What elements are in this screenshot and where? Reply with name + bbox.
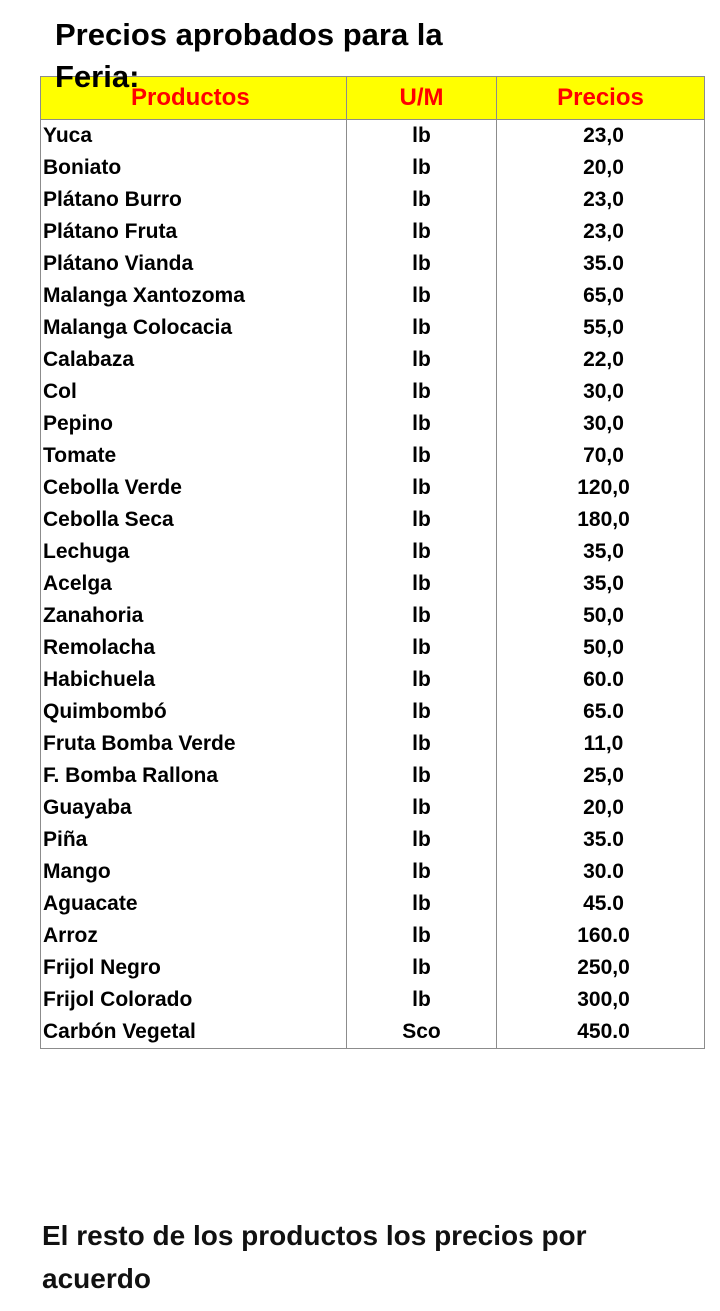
unit-cell: lb [347, 344, 497, 376]
product-name-cell: Yuca [41, 120, 347, 153]
price-cell: 30,0 [497, 408, 705, 440]
table-row [41, 312, 705, 344]
product-name-cell: Guayaba [41, 792, 347, 824]
price-cell: 65,0 [497, 280, 705, 312]
product-name-cell: Cebolla Seca [41, 504, 347, 536]
table-row [41, 952, 705, 984]
table-row [41, 1016, 705, 1049]
unit-cell: lb [347, 280, 497, 312]
footer-note: El resto de los productos los precios por acuerdo [42, 1220, 587, 1294]
unit-cell: lb [347, 728, 497, 760]
price-cell: 25,0 [497, 760, 705, 792]
price-cell: 250,0 [497, 952, 705, 984]
table-row [41, 440, 705, 472]
unit-cell: lb [347, 440, 497, 472]
product-name-cell: Col [41, 376, 347, 408]
product-name-cell: Fruta Bomba Verde [41, 728, 347, 760]
price-cell: 30,0 [497, 376, 705, 408]
product-name-cell: Malanga Xantozoma [41, 280, 347, 312]
unit-cell: lb [347, 664, 497, 696]
price-cell: 450.0 [497, 1016, 705, 1049]
product-name-cell: Arroz [41, 920, 347, 952]
product-name-cell: Plátano Burro [41, 184, 347, 216]
product-name-cell: Remolacha [41, 632, 347, 664]
unit-cell: lb [347, 632, 497, 664]
unit-cell: lb [347, 472, 497, 504]
unit-cell: lb [347, 408, 497, 440]
unit-cell: lb [347, 760, 497, 792]
table-row [41, 184, 705, 216]
table-row [41, 472, 705, 504]
table-row [41, 984, 705, 1016]
product-name-cell: Lechuga [41, 536, 347, 568]
product-name-cell: Aguacate [41, 888, 347, 920]
price-cell: 35,0 [497, 536, 705, 568]
table-row [41, 920, 705, 952]
product-name-cell: Plátano Fruta [41, 216, 347, 248]
price-cell: 23,0 [497, 216, 705, 248]
product-name-cell: Calabaza [41, 344, 347, 376]
table-row [41, 792, 705, 824]
product-name-cell: Zanahoria [41, 600, 347, 632]
unit-cell: lb [347, 152, 497, 184]
unit-cell: lb [347, 312, 497, 344]
unit-cell: lb [347, 504, 497, 536]
table-row [41, 120, 705, 153]
price-cell: 160.0 [497, 920, 705, 952]
unit-cell: lb [347, 376, 497, 408]
price-cell: 50,0 [497, 600, 705, 632]
product-name-cell: Piña [41, 824, 347, 856]
table-row [41, 344, 705, 376]
unit-cell: lb [347, 536, 497, 568]
price-cell: 50,0 [497, 632, 705, 664]
table-row [41, 536, 705, 568]
table-row [41, 280, 705, 312]
column-header-price: Precios [497, 77, 705, 120]
table-row [41, 248, 705, 280]
product-name-cell: Pepino [41, 408, 347, 440]
unit-cell: lb [347, 984, 497, 1016]
unit-cell: lb [347, 600, 497, 632]
price-cell: 120,0 [497, 472, 705, 504]
product-name-cell: Malanga Colocacia [41, 312, 347, 344]
column-header-unit: U/M [347, 77, 497, 120]
price-cell: 45.0 [497, 888, 705, 920]
page-title: Precios aprobados para la Feria: [55, 17, 443, 94]
price-cell: 20,0 [497, 792, 705, 824]
table-row [41, 728, 705, 760]
price-cell: 180,0 [497, 504, 705, 536]
table-row [41, 632, 705, 664]
price-cell: 65.0 [497, 696, 705, 728]
unit-cell: lb [347, 568, 497, 600]
unit-cell: lb [347, 216, 497, 248]
product-name-cell: Tomate [41, 440, 347, 472]
product-name-cell: Quimbombó [41, 696, 347, 728]
table-row [41, 504, 705, 536]
product-name-cell: Plátano Vianda [41, 248, 347, 280]
price-cell: 30.0 [497, 856, 705, 888]
product-name-cell: Boniato [41, 152, 347, 184]
price-cell: 55,0 [497, 312, 705, 344]
product-name-cell: Mango [41, 856, 347, 888]
product-name-cell: Frijol Negro [41, 952, 347, 984]
unit-cell: lb [347, 888, 497, 920]
unit-cell: Sco [347, 1016, 497, 1049]
table-row [41, 664, 705, 696]
table-row [41, 152, 705, 184]
table-row [41, 376, 705, 408]
price-cell: 35.0 [497, 824, 705, 856]
product-name-cell: Cebolla Verde [41, 472, 347, 504]
unit-cell: lb [347, 792, 497, 824]
price-table [40, 76, 705, 1049]
price-cell: 11,0 [497, 728, 705, 760]
unit-cell: lb [347, 856, 497, 888]
product-name-cell: Frijol Colorado [41, 984, 347, 1016]
table-row [41, 568, 705, 600]
product-name-cell: Carbón Vegetal [41, 1016, 347, 1049]
product-name-cell: F. Bomba Rallona [41, 760, 347, 792]
table-row [41, 888, 705, 920]
price-cell: 23,0 [497, 184, 705, 216]
price-cell: 35.0 [497, 248, 705, 280]
unit-cell: lb [347, 952, 497, 984]
table-row [41, 856, 705, 888]
table-row [41, 408, 705, 440]
table-body [41, 120, 705, 1049]
price-cell: 20,0 [497, 152, 705, 184]
product-name-cell: Acelga [41, 568, 347, 600]
table-row [41, 696, 705, 728]
unit-cell: lb [347, 184, 497, 216]
unit-cell: lb [347, 120, 497, 153]
table-row [41, 600, 705, 632]
table-row [41, 824, 705, 856]
price-cell: 22,0 [497, 344, 705, 376]
unit-cell: lb [347, 824, 497, 856]
unit-cell: lb [347, 696, 497, 728]
product-name-cell: Habichuela [41, 664, 347, 696]
unit-cell: lb [347, 248, 497, 280]
price-cell: 35,0 [497, 568, 705, 600]
unit-cell: lb [347, 920, 497, 952]
price-cell: 60.0 [497, 664, 705, 696]
price-cell: 70,0 [497, 440, 705, 472]
table-row [41, 216, 705, 248]
table-row [41, 760, 705, 792]
price-cell: 23,0 [497, 120, 705, 153]
price-cell: 300,0 [497, 984, 705, 1016]
column-header-product: Productos [41, 77, 347, 120]
